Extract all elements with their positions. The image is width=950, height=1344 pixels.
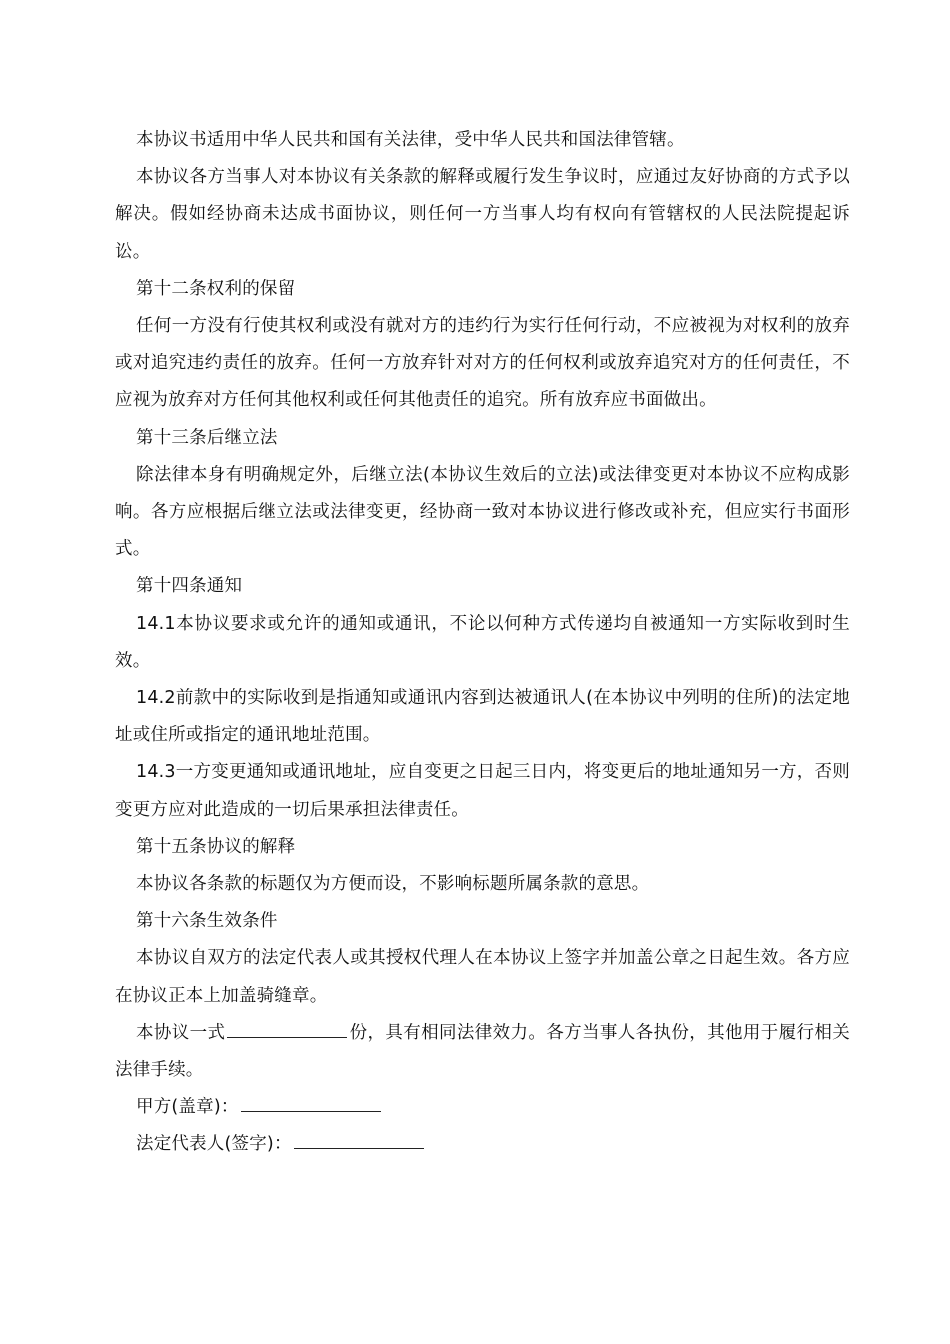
paragraph-notice-14-2: 14.2前款中的实际收到是指通知或通讯内容到达被通讯人(在本协议中列明的住所)的法定地址或住所或指定的通讯地址范围。 — [115, 688, 850, 746]
paragraph-dispute-resolution: 本协议各方当事人对本协议有关条款的解释或履行发生争议时，应通过友好协商的方式予以解决。假如经协商未达成书面协议，则任何一方当事人均有权向有管辖权的人民法院提起诉讼。 — [115, 167, 850, 262]
signature-legal-representative — [115, 1126, 850, 1163]
signature-party-a — [115, 1089, 850, 1126]
paragraph-copies — [115, 1015, 850, 1089]
heading-article-16: 第十六条生效条件 — [136, 911, 278, 932]
paragraph-reservation-of-rights: 任何一方没有行使其权利或没有就对方的违约行为实行任何行动，不应被视为对权利的放弃或对追究违约责任的放弃。任何一方放弃针对对方的任何权利或放弃追究对方的任何责任，不应视为放弃对方任何其他权利或任何其他责任的追究。所有放弃应书面做出。 — [115, 316, 850, 411]
party-a-label: 甲方(盖章)： — [136, 1097, 239, 1118]
paragraph-notice-14-3: 14.3一方变更通知或通讯地址，应自变更之日起三日内，将变更后的地址通知另一方，否则变更方应对此造成的一切后果承担法律责任。 — [115, 762, 850, 820]
copies-text-end: 份，具有相同法律效力。各方当事人各执份，其他用于履行相关法律手续。 — [115, 1022, 851, 1081]
legal-rep-signature-blank[interactable] — [294, 1130, 424, 1149]
heading-article-14: 第十四条通知 — [136, 576, 243, 597]
document-body — [115, 122, 850, 1164]
heading-article-12: 第十二条权利的保留 — [136, 278, 296, 299]
copies-count-blank[interactable] — [227, 1019, 347, 1038]
party-a-seal-blank[interactable] — [241, 1093, 381, 1112]
heading-article-13: 第十三条后继立法 — [136, 427, 278, 448]
copies-text-start: 本协议一式 — [136, 1022, 226, 1043]
paragraph-effective-conditions: 本协议自双方的法定代表人或其授权代理人在本协议上签字并加盖公章之日起生效。各方应在协议正本上加盖骑缝章。 — [115, 948, 850, 1006]
paragraph-notice-14-1: 14.1本协议要求或允许的通知或通讯，不论以何种方式传递均自被通知一方实际收到时生效。 — [115, 613, 850, 671]
paragraph-subsequent-legislation: 除法律本身有明确规定外，后继立法(本协议生效后的立法)或法律变更对本协议不应构成影响。各方应根据后继立法或法律变更，经协商一致对本协议进行修改或补充，但应实行书面形式。 — [115, 464, 850, 560]
heading-article-15: 第十五条协议的解释 — [136, 836, 296, 857]
paragraph-interpretation: 本协议各条款的标题仅为方便而设，不影响标题所属条款的意思。 — [136, 874, 650, 895]
paragraph-governing-law: 本协议书适用中华人民共和国有关法律，受中华人民共和国法律管辖。 — [136, 130, 685, 150]
legal-rep-label: 法定代表人(签字)： — [136, 1134, 292, 1155]
